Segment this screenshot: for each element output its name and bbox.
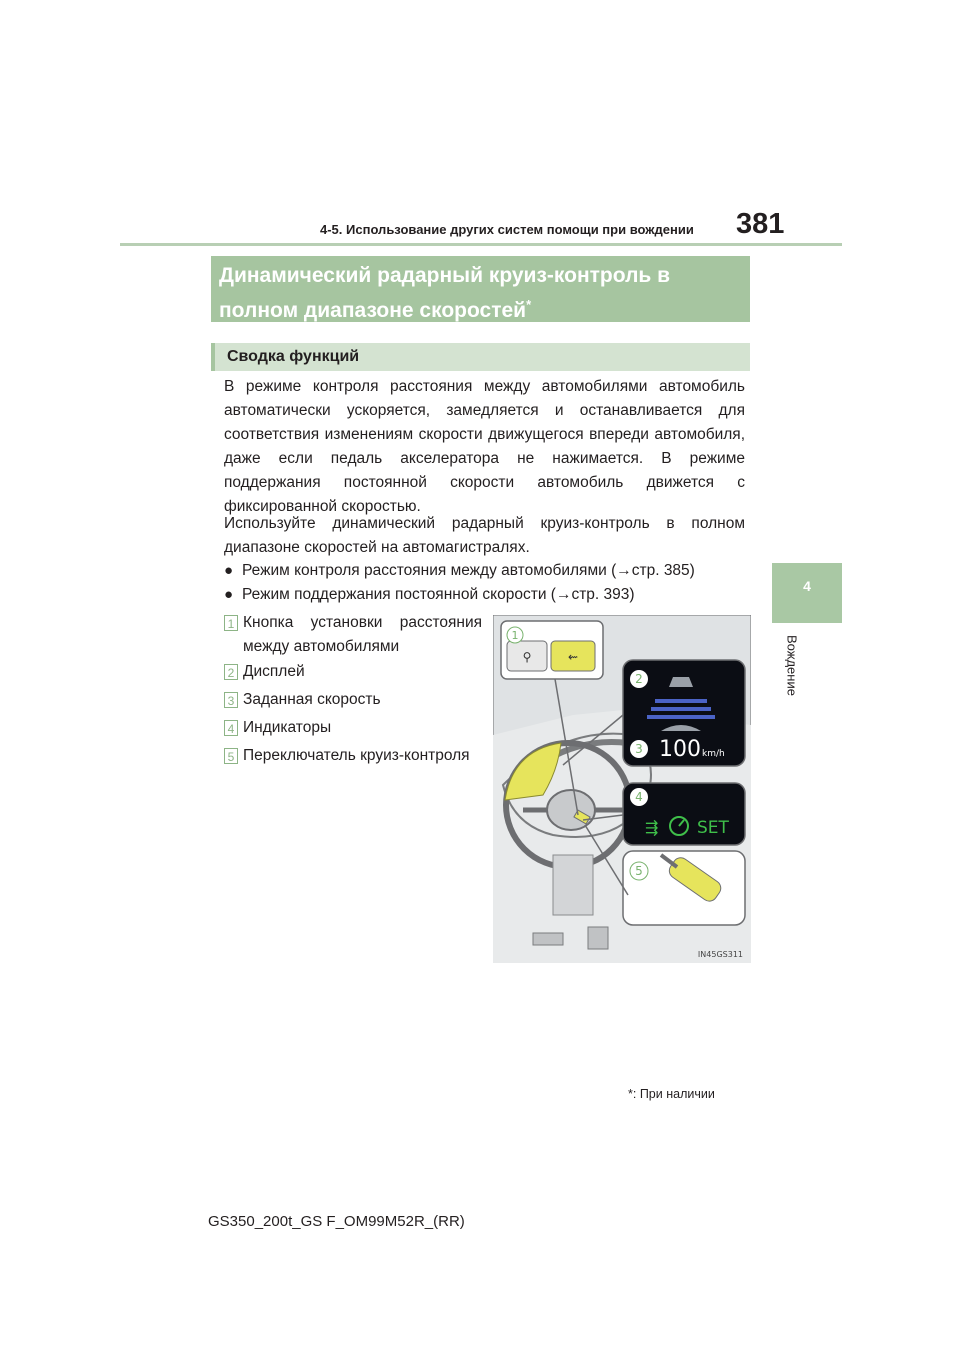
bullet-item: [224, 583, 635, 607]
paragraph-2: Используйте динамический радарный круиз-контроль в полном диапазоне скоростей на автомагистралях.: [224, 515, 745, 556]
bullet-dot-icon: ●: [224, 562, 234, 579]
legend-item: [224, 688, 482, 712]
legend-item: [224, 611, 482, 659]
legend-text: Переключатель круиз-контроля: [243, 747, 470, 764]
legend-text: Заданная скорость: [243, 691, 381, 708]
main-heading-text: Динамический радарный круиз-контроль в полном диапазоне скоростей: [219, 264, 671, 322]
header-divider: [120, 243, 842, 246]
sub-heading: Сводка функций: [211, 343, 750, 371]
main-heading: [211, 256, 750, 322]
radar-indicator-icon: ⇶: [645, 818, 659, 837]
legend-item: [224, 716, 482, 740]
figure-code: IN45GS311: [697, 950, 743, 959]
callout-2: 2: [635, 672, 643, 686]
chapter-tab: [772, 563, 842, 623]
callout-5: 5: [635, 864, 643, 878]
footnote: [628, 1087, 715, 1101]
footnote-text: : При наличии: [632, 1087, 715, 1101]
svg-text:⇜: ⇜: [567, 650, 579, 664]
set-speed-value: 100: [659, 737, 701, 762]
callout-number: 2: [224, 664, 238, 680]
callout-number: 4: [224, 720, 238, 736]
legend-text: Кнопка установки расстояния между автомобилями: [243, 614, 482, 655]
chapter-label: Вождение: [784, 634, 800, 696]
callout-3: 3: [635, 742, 643, 756]
legend-item: [224, 744, 482, 768]
bullet-text: Режим контроля расстояния между автомобилями (→стр. 385): [242, 562, 695, 579]
legend-text: Индикаторы: [243, 719, 332, 736]
page-number: 381: [736, 208, 785, 240]
legend-item: [224, 660, 482, 684]
dashboard-illustration: [493, 615, 751, 963]
chapter-number: 4: [803, 578, 811, 594]
callout-number: 5: [224, 748, 238, 764]
section-title: 4-5. Использование других систем помощи при вождении: [320, 222, 694, 237]
svg-text:⚲: ⚲: [522, 650, 532, 664]
bullet-dot-icon: ●: [224, 586, 234, 603]
callout-number: 1: [224, 615, 238, 631]
paragraph-1: В режиме контроля расстояния между автомобилями автомобиль автоматически ускоряется, замедляется и останавливается для соответствия изменениям скорости движущегося впереди автомобиля, даже если педаль акселератора не нажимается. В режиме поддержания постоянной скорости автомобиль движется с фиксированной скоростью.: [224, 378, 745, 515]
callout-4: 4: [635, 790, 643, 804]
callout-1: 1: [511, 629, 519, 642]
callout-number: 3: [224, 692, 238, 708]
asterisk-mark: *: [628, 1087, 633, 1101]
bullet-text: Режим поддержания постоянной скорости (→стр. 393): [242, 586, 635, 603]
bullet-item: [224, 559, 695, 583]
manual-code: GS350_200t_GS F_OM99M52R_(RR): [208, 1213, 465, 1230]
legend-text: Дисплей: [243, 663, 305, 680]
asterisk-mark: *: [526, 297, 532, 312]
speed-unit: km/h: [702, 749, 725, 759]
set-indicator: SET: [697, 818, 729, 838]
